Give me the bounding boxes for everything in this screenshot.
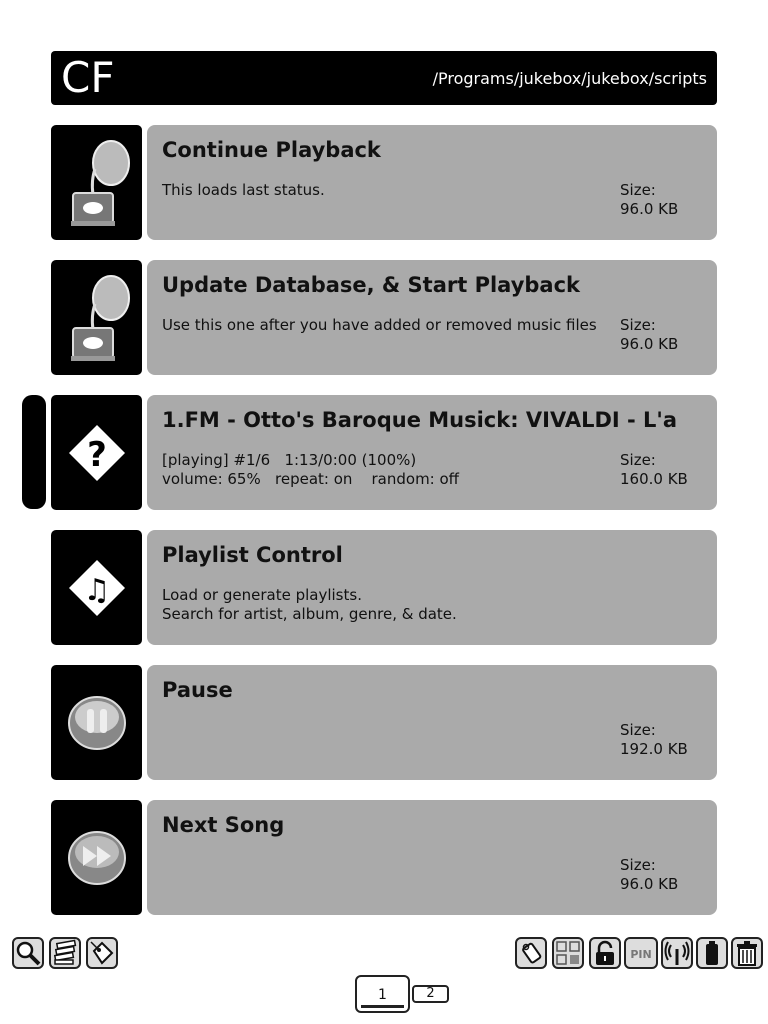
item-description: Load or generate playlists. Search for artist, album, genre, & date. (162, 586, 457, 623)
item-description: [playing] #1/6 1:13/0:00 (100%) volume: 65% repeat: on random: off (162, 451, 460, 488)
qr-code-icon[interactable] (552, 937, 584, 969)
trash-icon[interactable] (731, 937, 763, 969)
pin-icon[interactable] (624, 937, 658, 969)
item-card[interactable] (147, 125, 717, 240)
size-label: Size: (620, 856, 656, 874)
item-title: Next Song (162, 813, 285, 837)
selection-indicator (22, 395, 46, 509)
wireless-icon[interactable] (661, 937, 693, 969)
item-card[interactable] (147, 530, 717, 645)
item-card[interactable] (147, 395, 717, 510)
list-item[interactable] (51, 665, 717, 780)
size-value: 96.0 KB (620, 875, 679, 893)
unlock-icon[interactable] (589, 937, 621, 969)
size-label: Size: (620, 316, 656, 334)
books-icon[interactable] (49, 937, 81, 969)
page-1-label: 1 (378, 987, 387, 1003)
item-size (620, 721, 688, 759)
item-title: Playlist Control (162, 543, 343, 567)
page-2-tab[interactable] (412, 985, 449, 1003)
svg-text:?: ? (87, 435, 107, 475)
item-size (620, 451, 688, 489)
item-description: Use this one after you have added or removed music files (162, 316, 597, 334)
item-card[interactable] (147, 260, 717, 375)
search-icon[interactable] (12, 937, 44, 969)
size-value: 96.0 KB (620, 335, 679, 353)
size-value: 96.0 KB (620, 200, 679, 218)
music-note-icon (51, 530, 142, 645)
list-item[interactable] (51, 260, 717, 375)
size-label: Size: (620, 721, 656, 739)
item-card[interactable] (147, 800, 717, 915)
item-size (620, 316, 678, 354)
pause-icon (51, 665, 142, 780)
size-value: 192.0 KB (620, 740, 688, 758)
usb-icon[interactable] (515, 937, 547, 969)
gramophone-icon (51, 260, 142, 375)
app-logo: CF (61, 53, 115, 102)
item-title: Update Database, & Start Playback (162, 273, 581, 297)
gramophone-icon (51, 125, 142, 240)
battery-icon[interactable] (696, 937, 728, 969)
item-title: Pause (162, 678, 233, 702)
tag-icon[interactable] (86, 937, 118, 969)
item-description: This loads last status. (162, 181, 325, 199)
svg-text:♫: ♫ (83, 573, 111, 608)
pin-label: PIN (630, 948, 652, 961)
current-path: /Programs/jukebox/jukebox/scripts (432, 69, 707, 88)
next-song-icon (51, 800, 142, 915)
item-card[interactable] (147, 665, 717, 780)
page-2-label: 2 (426, 986, 435, 1001)
item-size (620, 856, 678, 894)
item-size (620, 181, 678, 219)
list-item[interactable] (51, 395, 717, 510)
list-item[interactable] (51, 125, 717, 240)
page-active-indicator (361, 1005, 404, 1008)
size-label: Size: (620, 451, 656, 469)
item-title: Continue Playback (162, 138, 381, 162)
size-value: 160.0 KB (620, 470, 688, 488)
list-item[interactable] (51, 800, 717, 915)
list-item[interactable] (51, 530, 717, 645)
item-title: 1.FM - Otto's Baroque Musick: VIVALDI - L'a (162, 408, 678, 432)
page-1-tab[interactable] (355, 975, 410, 1013)
unknown-file-icon (51, 395, 142, 510)
header-bar (51, 51, 717, 105)
size-label: Size: (620, 181, 656, 199)
